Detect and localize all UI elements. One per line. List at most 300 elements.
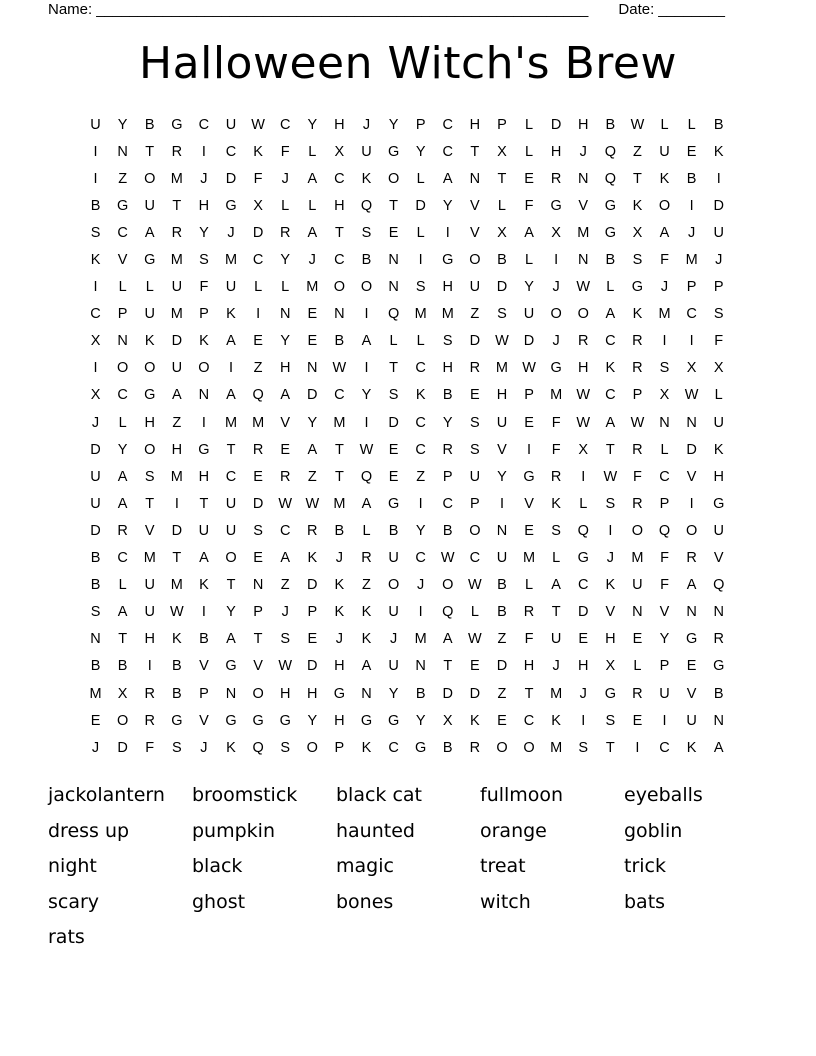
grid-letter: A: [171, 387, 182, 404]
grid-letter: D: [496, 658, 508, 675]
grid-letter: M: [89, 685, 102, 702]
grid-letter: N: [225, 685, 237, 702]
grid-letter: H: [279, 685, 291, 702]
grid-letter: O: [144, 360, 156, 377]
grid-letter: G: [198, 441, 210, 458]
grid-letter: N: [713, 604, 724, 621]
grid-letter: O: [306, 739, 318, 756]
grid-letter: T: [551, 604, 561, 621]
grid-letter: O: [198, 360, 210, 377]
grid-letter: C: [117, 550, 128, 567]
grid-letter: Q: [577, 522, 589, 539]
grid-letter: L: [416, 170, 425, 187]
grid-letter: U: [90, 468, 101, 485]
grid-letter: C: [117, 387, 128, 404]
grid-letter: S: [90, 604, 101, 621]
grid-letter: I: [201, 604, 206, 621]
grid-letter: F: [524, 197, 534, 214]
grid-letter: R: [144, 712, 155, 729]
grid-letter: K: [334, 577, 345, 594]
grid-letter: R: [550, 468, 562, 485]
grid-letter: A: [361, 495, 372, 512]
word-list-item: black cat: [336, 784, 423, 806]
grid-letter: C: [659, 468, 670, 485]
grid-letter: U: [361, 143, 372, 160]
grid-letter: U: [144, 197, 155, 214]
grid-letter: L: [606, 279, 615, 296]
grid-letter: K: [361, 170, 372, 187]
grid-letter: H: [469, 116, 481, 133]
grid-letter: U: [659, 685, 670, 702]
grid-letter: U: [388, 550, 399, 567]
grid-letter: B: [90, 197, 101, 214]
word-list-column: [624, 778, 768, 956]
grid-letter: U: [225, 279, 237, 296]
grid-letter: C: [90, 306, 101, 323]
grid-letter: Z: [280, 577, 290, 594]
grid-letter: B: [171, 658, 182, 675]
grid-letter: L: [579, 495, 588, 512]
grid-letter: M: [577, 224, 590, 241]
grid-letter: T: [389, 197, 398, 214]
grid-letter: C: [334, 387, 345, 404]
grid-letter: I: [445, 224, 450, 241]
grid-letter: N: [686, 604, 697, 621]
grid-letter: J: [362, 116, 371, 133]
grid-letter: E: [307, 631, 318, 648]
word-list-item: haunted: [336, 819, 415, 842]
grid-letter: E: [632, 712, 643, 729]
grid-letter: F: [660, 577, 669, 594]
grid-letter: I: [689, 333, 694, 350]
grid-letter: X: [334, 143, 345, 160]
grid-letter: R: [469, 739, 481, 756]
grid-letter: O: [496, 739, 508, 756]
grid-letter: M: [550, 739, 563, 756]
grid-letter: S: [442, 333, 453, 350]
word-list-item: trick: [624, 855, 666, 877]
grid-letter: P: [632, 387, 643, 404]
grid-letter: P: [659, 495, 670, 512]
grid-letter: K: [659, 170, 670, 187]
grid-letter: N: [361, 685, 372, 702]
word-list-item: rats: [48, 926, 85, 948]
grid-letter: E: [253, 468, 263, 485]
grid-letter: L: [308, 143, 317, 160]
grid-letter: K: [605, 577, 616, 594]
grid-letter: G: [387, 712, 400, 729]
grid-letter: G: [225, 197, 237, 214]
grid-letter: M: [170, 468, 183, 485]
grid-letter: M: [414, 631, 427, 648]
grid-letter: A: [524, 224, 534, 241]
grid-letter: J: [660, 279, 669, 296]
grid-letter: Z: [416, 468, 426, 485]
grid-letter: N: [388, 252, 399, 269]
grid-letter: R: [144, 685, 155, 702]
grid-letter: D: [307, 387, 318, 404]
grid-letter: D: [252, 495, 264, 512]
grid-letter: A: [199, 550, 209, 567]
grid-letter: K: [199, 333, 209, 350]
grid-letter: O: [442, 577, 454, 594]
name-line: ___________________________________________________________: [96, 1, 589, 18]
grid-letter: D: [713, 197, 724, 214]
grid-letter: U: [144, 577, 155, 594]
grid-letter: R: [171, 143, 183, 160]
grid-letter: N: [469, 170, 481, 187]
grid-letter: U: [171, 360, 183, 377]
grid-letter: W: [630, 116, 645, 133]
grid-letter: V: [686, 685, 697, 702]
grid-letter: L: [714, 387, 723, 404]
grid-letter: D: [117, 739, 128, 756]
grid-letter: L: [281, 197, 290, 214]
grid-letter: I: [93, 143, 98, 160]
grid-letter: J: [579, 685, 587, 702]
grid-letter: G: [713, 658, 725, 675]
grid-letter: J: [579, 143, 587, 160]
grid-letter: X: [605, 658, 616, 675]
grid-letter: P: [659, 658, 670, 675]
grid-letter: N: [198, 387, 210, 404]
grid-letter: X: [442, 712, 453, 729]
grid-letter: C: [605, 333, 616, 350]
grid-letter: Q: [442, 604, 454, 621]
grid-letter: U: [225, 495, 237, 512]
grid-letter: Z: [307, 468, 317, 485]
grid-letter: W: [603, 468, 618, 485]
grid-letter: V: [659, 604, 670, 621]
word-list-item: eyeballs: [624, 784, 703, 806]
grid-letter: Y: [415, 522, 426, 539]
word-list-item: bats: [624, 890, 666, 913]
word-list-column: [192, 778, 336, 956]
grid-letter: J: [308, 252, 316, 269]
grid-letter: R: [686, 550, 697, 567]
grid-letter: D: [577, 604, 589, 621]
grid-letter: R: [632, 360, 643, 377]
grid-letter: Y: [199, 224, 209, 241]
grid-letter: Q: [360, 468, 373, 485]
date-label: Date:: [618, 1, 655, 18]
grid-letter: H: [605, 631, 616, 648]
grid-letter: B: [171, 685, 182, 702]
grid-letter: K: [361, 631, 372, 648]
grid-letter: I: [201, 143, 206, 160]
grid-letter: E: [470, 658, 480, 675]
grid-letter: K: [713, 143, 724, 160]
grid-letter: M: [170, 577, 183, 594]
grid-letter: N: [713, 712, 724, 729]
word-list-item: night: [48, 855, 97, 877]
grid-letter: C: [442, 116, 453, 133]
grid-letter: N: [117, 333, 128, 350]
grid-letter: B: [388, 522, 399, 539]
grid-letter: C: [523, 712, 535, 729]
grid-letter: O: [360, 279, 373, 296]
grid-letter: A: [226, 631, 236, 648]
grid-letter: B: [442, 522, 453, 539]
grid-letter: I: [689, 495, 694, 512]
grid-letter: L: [552, 550, 561, 567]
word-list-column: [336, 778, 480, 956]
grid-letter: C: [605, 387, 616, 404]
grid-letter: K: [226, 306, 236, 323]
word-list-column: [480, 778, 624, 956]
grid-letter: D: [469, 333, 481, 350]
grid-letter: L: [687, 116, 696, 133]
grid-letter: D: [90, 522, 101, 539]
grid-letter: T: [172, 197, 182, 214]
grid-letter: A: [226, 333, 236, 350]
grid-letter: G: [171, 712, 183, 729]
word-list-item: bones: [336, 890, 394, 913]
grid-letter: K: [361, 604, 372, 621]
grid-letter: B: [497, 604, 507, 621]
grid-letter: I: [256, 306, 261, 323]
grid-letter: X: [659, 387, 670, 404]
grid-letter: G: [360, 712, 373, 729]
grid-letter: F: [253, 170, 263, 187]
grid-letter: O: [333, 279, 346, 296]
grid-letter: N: [577, 170, 589, 187]
grid-letter: N: [252, 577, 264, 594]
grid-letter: W: [278, 658, 293, 675]
grid-letter: E: [632, 631, 643, 648]
grid-letter: U: [713, 224, 724, 241]
grid-letter: W: [684, 387, 699, 404]
grid-letter: T: [497, 170, 507, 187]
grid-letter: L: [660, 441, 669, 458]
grid-letter: F: [280, 143, 290, 160]
grid-letter: O: [550, 306, 562, 323]
grid-letter: H: [198, 468, 210, 485]
grid-letter: W: [468, 631, 482, 648]
grid-letter: T: [443, 658, 453, 675]
grid-letter: L: [497, 197, 506, 214]
grid-letter: B: [334, 522, 345, 539]
grid-letter: K: [226, 739, 236, 756]
grid-letter: C: [334, 252, 345, 269]
grid-letter: A: [442, 170, 453, 187]
grid-letter: W: [169, 604, 184, 621]
grid-letter: Z: [172, 414, 182, 431]
word-list-column: [48, 778, 192, 956]
word-list-item: orange: [480, 819, 547, 842]
grid-letter: R: [279, 224, 291, 241]
grid-letter: B: [361, 252, 372, 269]
grid-letter: M: [143, 550, 156, 567]
grid-letter: E: [253, 550, 263, 567]
grid-letter: D: [90, 441, 101, 458]
grid-letter: N: [279, 306, 291, 323]
grid-letter: K: [470, 712, 480, 729]
grid-letter: X: [497, 224, 507, 241]
grid-letter: M: [333, 414, 346, 431]
grid-letter: E: [497, 712, 507, 729]
grid-letter: U: [144, 604, 155, 621]
grid-letter: I: [662, 333, 667, 350]
grid-letter: I: [581, 468, 586, 485]
grid-letter: U: [225, 522, 237, 539]
grid-letter: W: [332, 360, 347, 377]
grid-letter: E: [470, 387, 480, 404]
grid-letter: R: [279, 468, 291, 485]
grid-letter: O: [387, 170, 400, 187]
grid-letter: D: [469, 685, 481, 702]
grid-letter: U: [388, 658, 399, 675]
word-list-item: treat: [480, 855, 526, 877]
grid-letter: I: [635, 739, 640, 756]
grid-letter: R: [171, 224, 183, 241]
grid-letter: O: [523, 739, 535, 756]
grid-letter: G: [117, 197, 129, 214]
grid-letter: W: [576, 414, 591, 431]
grid-letter: J: [281, 170, 289, 187]
grid-letter: M: [550, 387, 563, 404]
grid-letter: H: [577, 360, 589, 377]
word-list-item: witch: [480, 890, 531, 913]
grid-letter: I: [201, 414, 206, 431]
grid-letter: F: [551, 414, 561, 431]
grid-letter: D: [686, 441, 697, 458]
grid-letter: M: [170, 252, 183, 269]
grid-letter: I: [716, 170, 721, 187]
grid-letter: G: [604, 685, 616, 702]
grid-letter: J: [91, 414, 100, 431]
grid-letter: R: [307, 522, 318, 539]
grid-letter: J: [552, 279, 560, 296]
grid-letter: U: [469, 468, 481, 485]
grid-letter: X: [497, 143, 507, 160]
grid-letter: S: [497, 306, 507, 323]
grid-letter: A: [117, 604, 128, 621]
grid-letter: V: [524, 495, 534, 512]
puzzle-title: Halloween Witch's Brew: [139, 38, 677, 89]
word-list-item: fullmoon: [480, 784, 564, 806]
grid-letter: X: [713, 360, 724, 377]
grid-letter: T: [334, 468, 344, 485]
grid-letter: Y: [117, 441, 128, 458]
grid-letter: K: [415, 387, 426, 404]
grid-letter: I: [147, 658, 152, 675]
grid-letter: A: [144, 224, 155, 241]
word-list: [48, 778, 788, 956]
grid-letter: L: [254, 279, 263, 296]
grid-letter: L: [308, 197, 317, 214]
grid-letter: A: [307, 224, 318, 241]
grid-letter: I: [499, 495, 504, 512]
grid-letter: O: [252, 685, 264, 702]
grid-letter: X: [90, 387, 101, 404]
grid-letter: H: [198, 197, 210, 214]
grid-letter: Y: [307, 414, 318, 431]
grid-letter: G: [685, 631, 698, 648]
grid-letter: O: [577, 306, 589, 323]
grid-letter: N: [659, 414, 670, 431]
grid-letter: L: [118, 577, 127, 594]
grid-letter: J: [91, 739, 100, 756]
grid-letter: I: [418, 604, 423, 621]
grid-letter: U: [496, 414, 508, 431]
grid-letter: T: [145, 495, 155, 512]
grid-letter: S: [253, 522, 263, 539]
grid-letter: B: [199, 631, 209, 648]
grid-letter: U: [713, 414, 724, 431]
grid-letter: K: [605, 360, 616, 377]
grid-letter: V: [578, 197, 589, 214]
grid-letter: O: [631, 522, 644, 539]
grid-letter: S: [551, 522, 561, 539]
grid-letter: E: [686, 143, 697, 160]
grid-letter: E: [307, 306, 318, 323]
grid-letter: C: [442, 143, 453, 160]
grid-letter: Y: [226, 604, 236, 621]
grid-letter: X: [632, 224, 643, 241]
grid-letter: J: [687, 224, 696, 241]
grid-letter: S: [605, 712, 616, 729]
grid-letter: W: [630, 414, 645, 431]
grid-letter: B: [497, 252, 507, 269]
grid-letter: Y: [442, 414, 453, 431]
grid-letter: C: [225, 143, 237, 160]
grid-letter: I: [662, 712, 667, 729]
grid-letter: G: [442, 252, 454, 269]
grid-letter: D: [225, 170, 237, 187]
grid-letter: C: [279, 116, 291, 133]
grid-letter: T: [145, 143, 155, 160]
grid-letter: Z: [253, 360, 263, 377]
grid-letter: K: [253, 143, 263, 160]
grid-letter: T: [199, 495, 209, 512]
grid-letter: S: [470, 441, 480, 458]
grid-letter: V: [199, 658, 209, 675]
grid-letter: S: [144, 468, 155, 485]
grid-letter: T: [389, 360, 398, 377]
grid-letter: P: [334, 739, 345, 756]
grid-letter: U: [496, 550, 508, 567]
grid-letter: P: [117, 306, 128, 323]
grid-letter: N: [90, 631, 101, 648]
grid-letter: D: [252, 224, 264, 241]
grid-letter: F: [551, 441, 561, 458]
grid-letter: W: [251, 116, 265, 133]
grid-letter: A: [117, 495, 128, 512]
grid-letter: A: [605, 414, 616, 431]
grid-letter: H: [279, 360, 291, 377]
grid-letter: B: [90, 658, 101, 675]
grid-letter: M: [252, 414, 265, 431]
grid-letter: I: [689, 197, 694, 214]
grid-letter: L: [525, 116, 534, 133]
grid-letter: I: [418, 252, 423, 269]
grid-letter: Y: [497, 468, 507, 485]
grid-letter: O: [117, 712, 129, 729]
grid-letter: P: [497, 116, 507, 133]
grid-letter: V: [199, 712, 209, 729]
grid-letter: F: [632, 468, 642, 485]
grid-letter: K: [632, 197, 643, 214]
grid-letter: M: [333, 495, 346, 512]
grid-letter: H: [550, 143, 562, 160]
grid-letter: W: [576, 387, 591, 404]
grid-letter: D: [523, 333, 535, 350]
grid-letter: U: [90, 495, 101, 512]
grid-letter: Z: [470, 306, 480, 323]
grid-letter: T: [226, 441, 236, 458]
grid-letter: X: [90, 333, 101, 350]
